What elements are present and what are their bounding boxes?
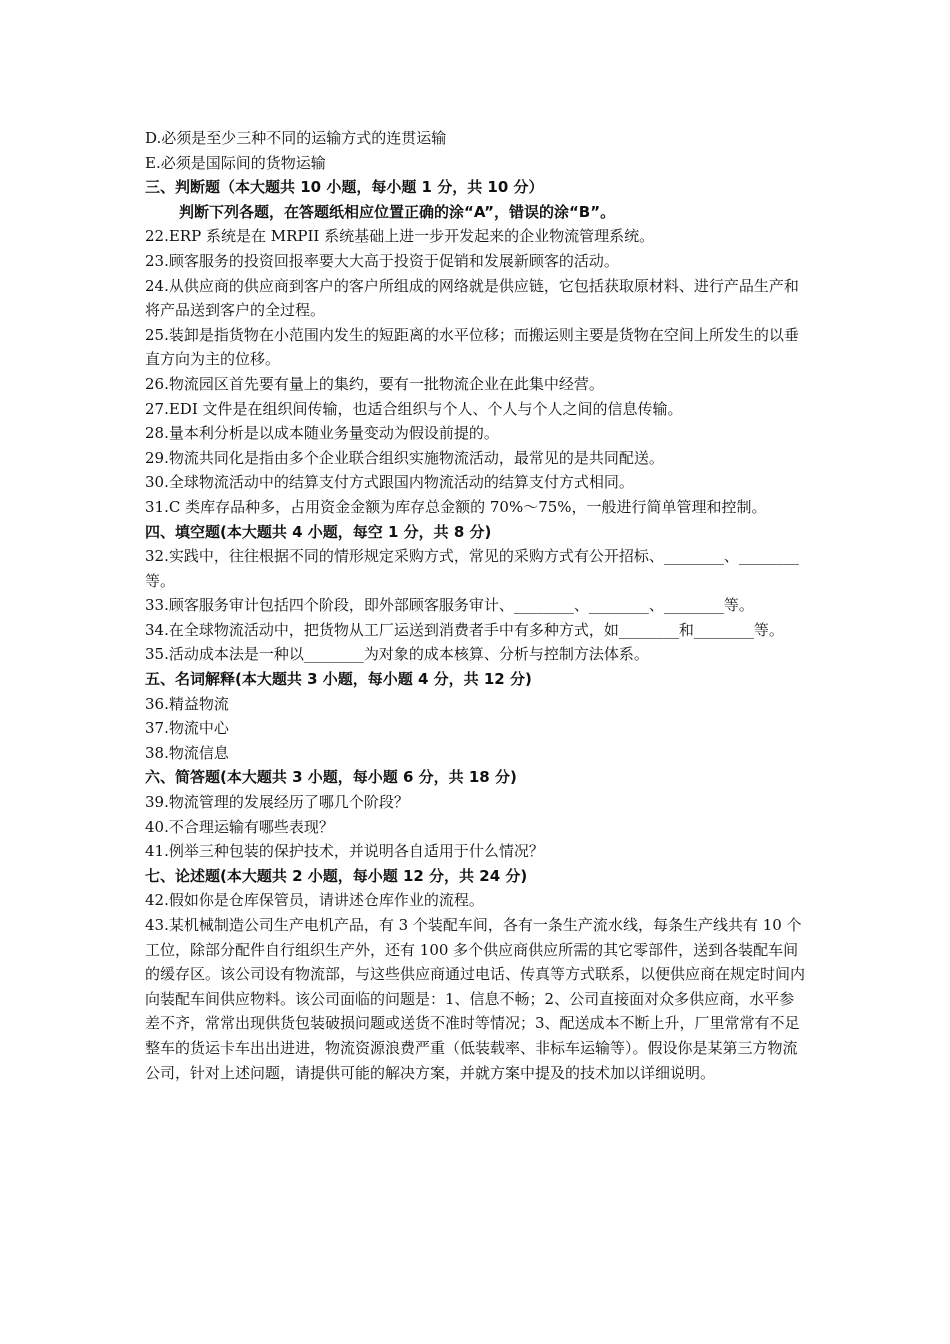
section-instruction: 判断下列各题，在答题纸相应位置正确的涂“A”，错误的涂“B”。 bbox=[179, 202, 616, 221]
question-35: 35.活动成本法是一种以________为对象的成本核算、分析与控制方法体系。 bbox=[145, 645, 649, 664]
question-25: 25.装卸是指货物在小范围内发生的短距离的水平位移；而搬运则主要是货物在空间上所发生的以垂直方向为主的位移。 bbox=[145, 325, 799, 369]
question-40: 40.不合理运输有哪些表现？ bbox=[145, 817, 334, 836]
question-22: 22.ERP 系统是在 MRPII 系统基础上进一步开发起来的企业物流管理系统。 bbox=[145, 227, 655, 246]
question-26: 26.物流园区首先要有量上的集约，要有一批物流企业在此集中经营。 bbox=[145, 374, 604, 393]
section-heading-short-answer: 六、简答题(本大题共 3 小题，每小题 6 分，共 18 分) bbox=[145, 768, 517, 787]
section-heading-true-false: 三、判断题（本大题共 10 小题，每小题 1 分，共 10 分） bbox=[145, 178, 544, 197]
section-heading-fill-blank: 四、填空题(本大题共 4 小题，每空 1 分，共 8 分) bbox=[145, 522, 492, 541]
question-32: 32.实践中，往往根据不同的情形规定采购方式，常见的采购方式有公开招标、________、________等。 bbox=[145, 547, 799, 590]
question-34: 34.在全球物流活动中，把货物从工厂运送到消费者手中有多种方式，如________和________等。 bbox=[145, 620, 784, 639]
question-33: 33.顾客服务审计包括四个阶段，即外部顾客服务审计、________、________、________等。 bbox=[145, 596, 754, 615]
question-41: 41.例举三种包装的保护技术，并说明各自适用于什么情况？ bbox=[145, 842, 544, 861]
question-29: 29.物流共同化是指由多个企业联合组织实施物流活动，最常见的是共同配送。 bbox=[145, 448, 664, 467]
question-30: 30.全球物流活动中的结算支付方式跟国内物流活动的结算支付方式相同。 bbox=[145, 473, 634, 492]
question-23: 23.顾客服务的投资回报率要大大高于投资于促销和发展新顾客的活动。 bbox=[145, 251, 619, 270]
question-39: 39.物流管理的发展经历了哪几个阶段？ bbox=[145, 793, 409, 812]
option-e: E.必须是国际间的货物运输 bbox=[145, 153, 326, 172]
document-page bbox=[145, 126, 807, 1085]
question-27: 27.EDI 文件是在组织间传输，也适合组织与个人、个人与个人之间的信息传输。 bbox=[145, 399, 683, 418]
question-43: 43.某机械制造公司生产电机产品，有 3 个装配车间，各有一条生产流水线，每条生产线共有 10 个工位，除部分配件自行组织生产外，还有 100 多个供应商供应所需的其它零部件，送到各装配车间的缓存区。该公司设有物流部，与这些供应商通过电话、传真等方式联系，以便供应商在规定时间内向装配车间供应物料。该公司面临的问题是：1、信息不畅；2、公司直接面对众多供应商，水平参差不齐，常常出现供货包装破损问题或送货不准时等情况；3、配送成本不断上升，厂里常常有不足整车的货运卡车出出进进，物流资源浪费严重（低装载率、非标车运输等）。假设你是某第三方物流公司，针对上述问题，请提供可能的解决方案，并就方案中提及的技术加以详细说明。 bbox=[145, 916, 806, 1082]
section-heading-terms: 五、名词解释(本大题共 3 小题，每小题 4 分，共 12 分) bbox=[145, 670, 532, 689]
question-38: 38.物流信息 bbox=[145, 743, 229, 762]
question-36: 36.精益物流 bbox=[145, 694, 229, 713]
question-31: 31.C 类库存品种多，占用资金金额为库存总金额的 70%～75%，一般进行简单管理和控制。 bbox=[145, 497, 767, 516]
question-28: 28.量本利分析是以成本随业务量变动为假设前提的。 bbox=[145, 424, 499, 443]
option-d: D.必须是至少三种不同的运输方式的连贯运输 bbox=[145, 129, 447, 147]
question-24: 24.从供应商的供应商到客户的客户所组成的网络就是供应链，它包括获取原材料、进行产品生产和将产品送到客户的全过程。 bbox=[145, 276, 799, 320]
question-42: 42.假如你是仓库保管员，请讲述仓库作业的流程。 bbox=[145, 891, 484, 910]
question-37: 37.物流中心 bbox=[145, 719, 229, 738]
section-heading-essay: 七、论述题(本大题共 2 小题，每小题 12 分，共 24 分) bbox=[145, 866, 528, 885]
